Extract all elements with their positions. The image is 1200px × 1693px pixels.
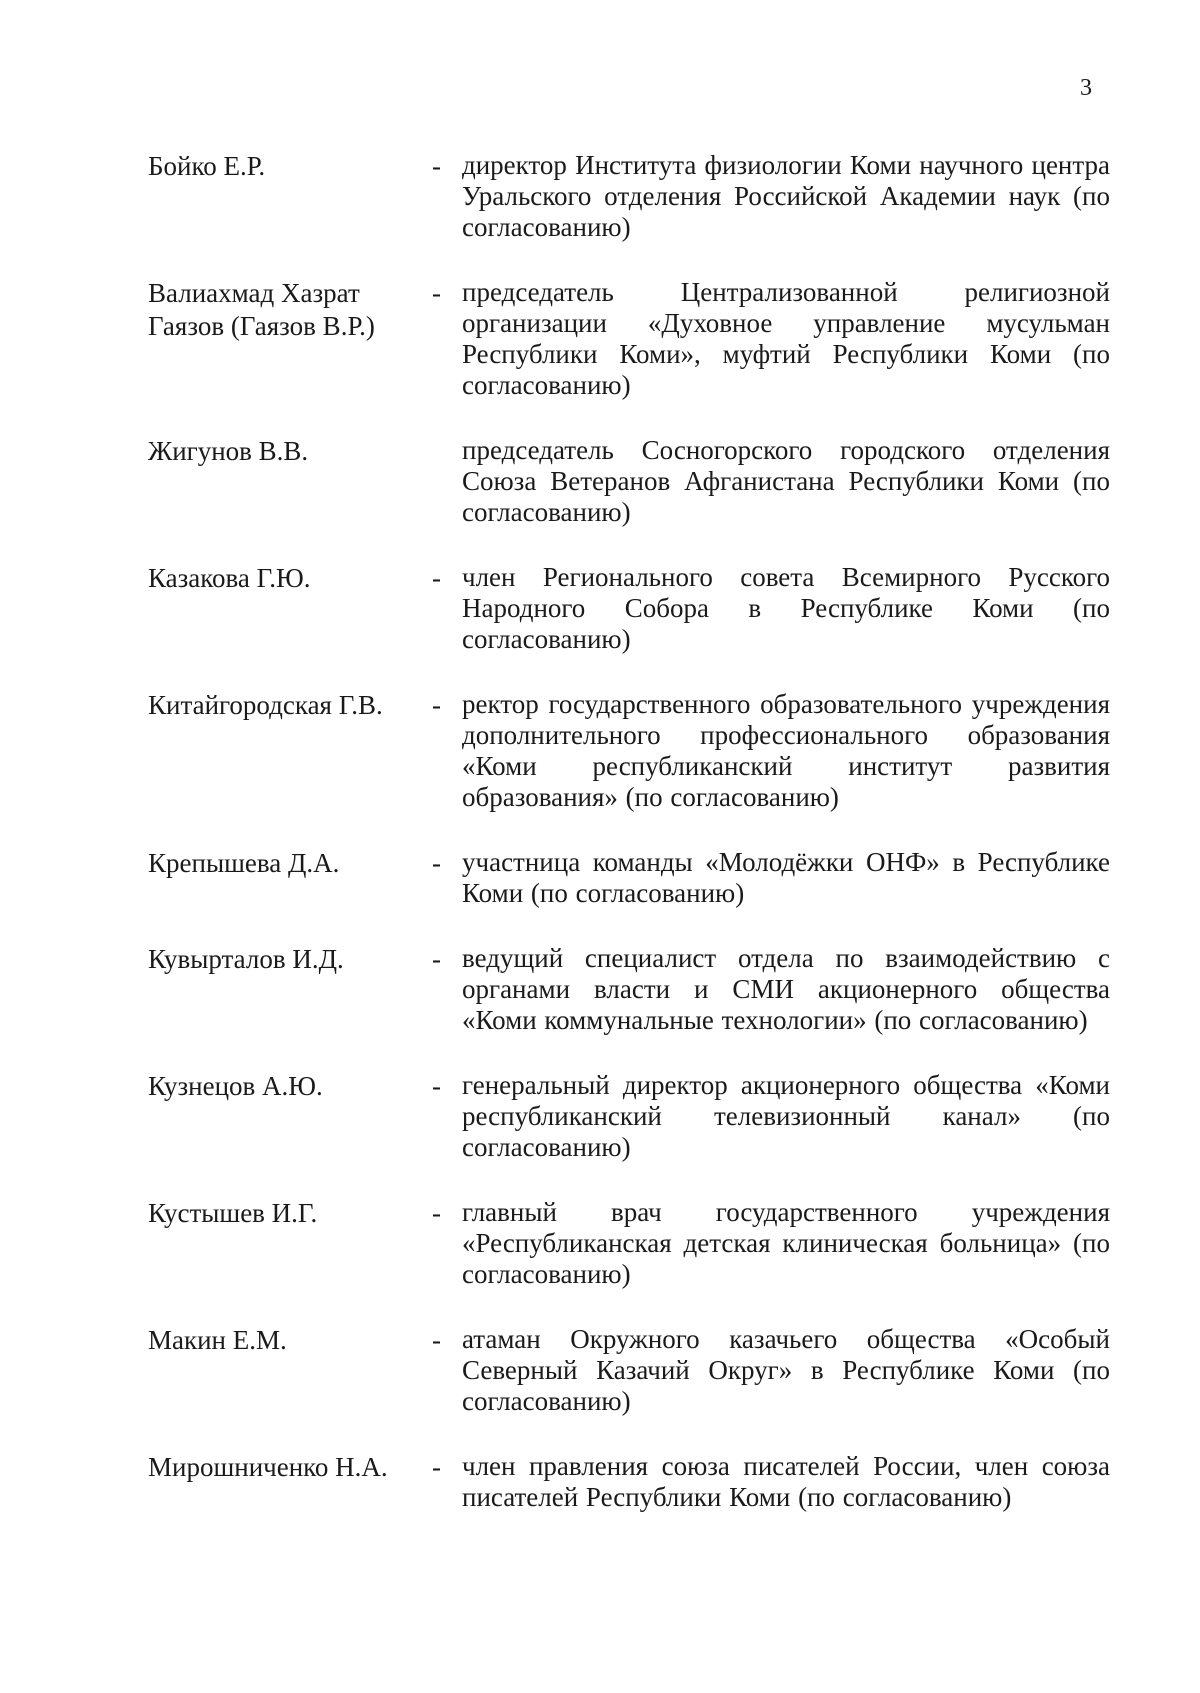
member-name: Крепышева Д.А. (148, 848, 340, 878)
dash-separator: - (432, 1325, 441, 1355)
dash-separator: - (432, 563, 441, 593)
member-position: генеральный директор акционерного общества «Коми республиканский телевизионный канал» (по согласованию) (462, 1070, 1110, 1162)
dash-separator: - (432, 1071, 441, 1101)
member-position: атаман Окружного казачьего общества «Особый Северный Казачий Округ» в Республике Коми (по согласованию) (462, 1324, 1110, 1416)
member-name: Казакова Г.Ю. (148, 563, 311, 593)
member-position: ректор государственного образовательного учреждения дополнительного профессионального образования «Коми республиканский институт развития образования» (по согласованию) (462, 689, 1110, 812)
member-position: директор Института физиологии Коми научного центра Уральского отделения Российской Академии наук (по согласованию) (462, 150, 1110, 242)
member-name: Кувырталов И.Д. (148, 944, 344, 974)
member-position: член правления союза писателей России, член союза писателей Республики Коми (по согласованию) (462, 1451, 1110, 1512)
member-name: Бойко Е.Р. (148, 151, 266, 181)
dash-separator: - (432, 1198, 441, 1228)
list-item (148, 689, 1110, 813)
member-position: ведущий специалист отдела по взаимодействию с органами власти и СМИ акционерного общества «Коми коммунальные технологии» (по согласованию) (462, 943, 1110, 1035)
list-item (148, 150, 1110, 243)
member-position: председатель Сосногорского городского отделения Союза Ветеранов Афганистана Республики Коми (по согласованию) (462, 435, 1110, 527)
list-item (148, 847, 1110, 909)
list-item (148, 943, 1110, 1036)
member-name: Кустышев И.Г. (148, 1198, 318, 1228)
member-name: Мирошниченко Н.А. (148, 1452, 388, 1482)
list-item (148, 1324, 1110, 1417)
dash-separator: - (432, 278, 441, 308)
member-position: председатель Централизованной религиозной организации «Духовное управление мусульман Республики Коми», муфтий Республики Коми (по согласованию) (462, 277, 1110, 400)
dash-separator: - (432, 848, 441, 878)
list-item (148, 1070, 1110, 1163)
list-item (148, 277, 1110, 401)
list-item (148, 1197, 1110, 1290)
member-position: участница команды «Молодёжки ОНФ» в Республике Коми (по согласованию) (462, 847, 1110, 908)
dash-separator: - (432, 151, 441, 181)
list-item (148, 1451, 1110, 1513)
member-list (148, 150, 1110, 1513)
member-name: Макин Е.М. (148, 1325, 287, 1355)
dash-separator: - (432, 1452, 441, 1482)
member-name: Жигунов В.В. (148, 436, 309, 466)
page-number: 3 (1080, 75, 1092, 101)
member-position: главный врач государственного учреждения «Республиканская детская клиническая больница» (по согласованию) (462, 1197, 1110, 1289)
member-name: Валиахмад Хазрат Гаязов (Гаязов В.Р.) (148, 278, 375, 341)
member-name: Китайгородская Г.В. (148, 690, 383, 720)
list-item (148, 562, 1110, 655)
list-item (148, 435, 1110, 528)
member-name: Кузнецов А.Ю. (148, 1071, 323, 1101)
member-position: член Регионального совета Всемирного Русского Народного Собора в Республике Коми (по согласованию) (462, 562, 1110, 654)
dash-separator: - (432, 944, 441, 974)
dash-separator: - (432, 690, 441, 720)
